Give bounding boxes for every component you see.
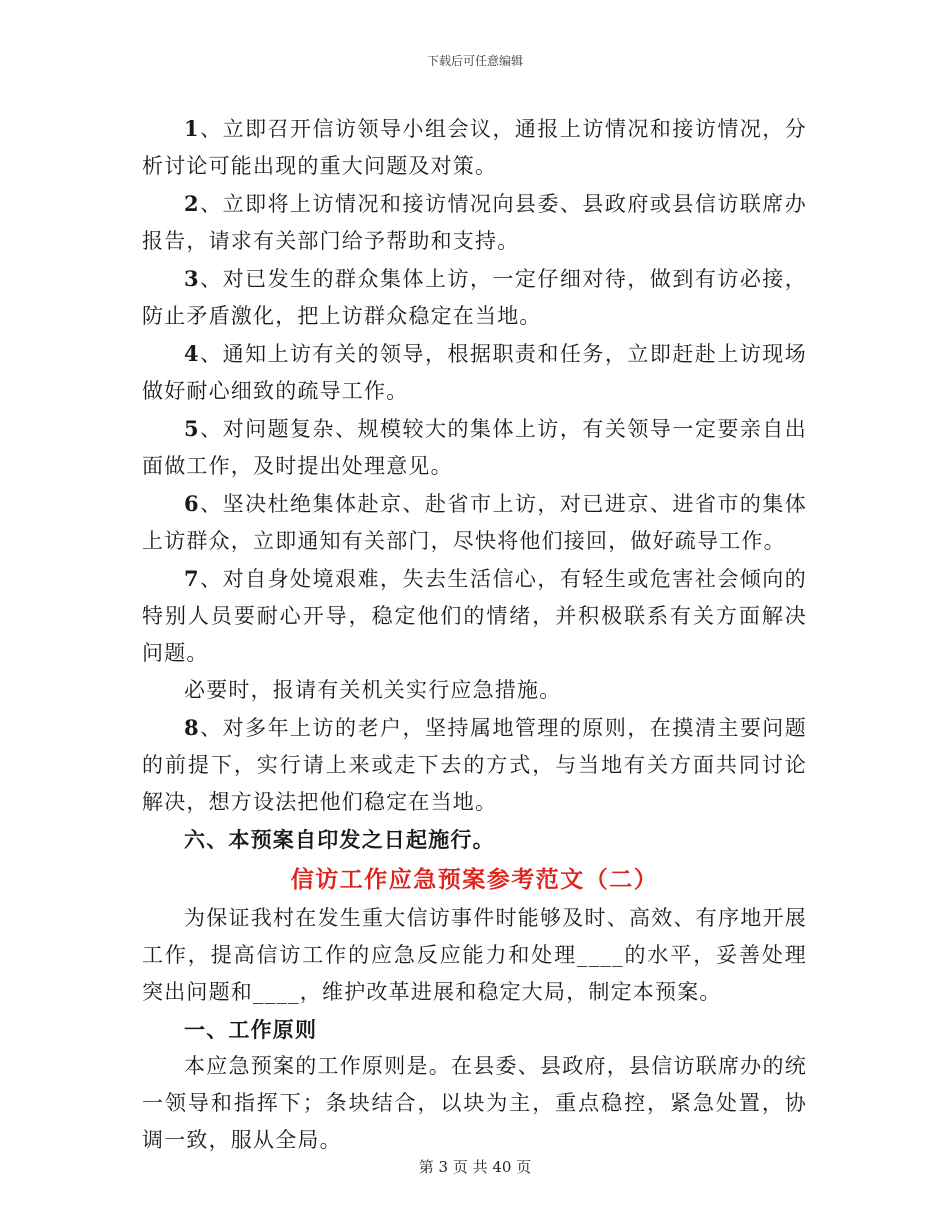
list-item xyxy=(142,335,807,410)
item-text: 、对已发生的群众集体上访，一定仔细对待，做到有访必接，防止矛盾激化，把上访群众稳定在当地。 xyxy=(142,267,807,328)
list-item xyxy=(142,560,807,672)
list-item xyxy=(142,485,807,560)
item-text: 、对自身处境艰难，失去生活信心，有轻生或危害社会倾向的特别人员要耐心开导，稳定他们的情绪，并积极联系有关方面解决问题。 xyxy=(142,567,807,665)
item-number: 8 xyxy=(184,715,200,740)
list-item xyxy=(142,185,807,260)
item-number: 1 xyxy=(184,116,200,141)
item-number: 7 xyxy=(184,566,200,591)
intro-paragraph: 为保证我村在发生重大信访事件时能够及时、高效、有序地开展工作，提高信访工作的应急反应能力和处理____的水平，妥善处理突出问题和____，维护改革进展和稳定大局，制定本预案。 xyxy=(142,906,807,1004)
section-heading: 一、工作原则 xyxy=(184,1017,318,1042)
list-item xyxy=(142,709,807,821)
item-text: 、坚决杜绝集体赴京、赴省市上访，对已进京、进省市的集体上访群众，立即通知有关部门，尽快将他们接回，做好疏导工作。 xyxy=(142,492,807,553)
document-title: 信访工作应急预案参考范文（二） xyxy=(290,866,659,893)
list-item xyxy=(142,260,807,335)
page-footer: 第 3 页 共 40 页 xyxy=(418,1158,532,1176)
list-item xyxy=(142,110,807,185)
item-number: 3 xyxy=(184,266,200,291)
item-text: 、对多年上访的老户，坚持属地管理的原则，在摸清主要问题的前提下，实行请上来或走下去的方式，与当地有关方面共同讨论解决，想方设法把他们稳定在当地。 xyxy=(142,716,807,814)
page-header: 下载后可任意编辑 xyxy=(426,54,523,68)
item-text: 、立即召开信访领导小组会议，通报上访情况和接访情况，分析讨论可能出现的重大问题及对策。 xyxy=(142,117,807,178)
note-paragraph: 必要时，报请有关机关实行应急措施。 xyxy=(184,678,562,702)
item-number: 5 xyxy=(184,416,200,441)
document-body xyxy=(142,110,807,1159)
item-text: 、立即将上访情况和接访情况向县委、县政府或县信访联席办报告，请求有关部门给予帮助和支持。 xyxy=(142,192,807,253)
list-item xyxy=(142,410,807,485)
item-text: 、对问题复杂、规模较大的集体上访，有关领导一定要亲自出面做工作，及时提出处理意见。 xyxy=(142,417,807,478)
item-text: 、通知上访有关的领导，根据职责和任务，立即赶赴上访现场做好耐心细致的疏导工作。 xyxy=(142,342,807,403)
item-number: 2 xyxy=(184,191,200,216)
section-paragraph: 本应急预案的工作原则是。在县委、县政府，县信访联席办的统一领导和指挥下；条块结合，以块为主，重点稳控，紧急处置，协调一致，服从全局。 xyxy=(142,1054,807,1152)
section-heading: 六、本预案自印发之日起施行。 xyxy=(184,827,495,852)
item-number: 6 xyxy=(184,491,200,516)
item-number: 4 xyxy=(184,341,200,366)
